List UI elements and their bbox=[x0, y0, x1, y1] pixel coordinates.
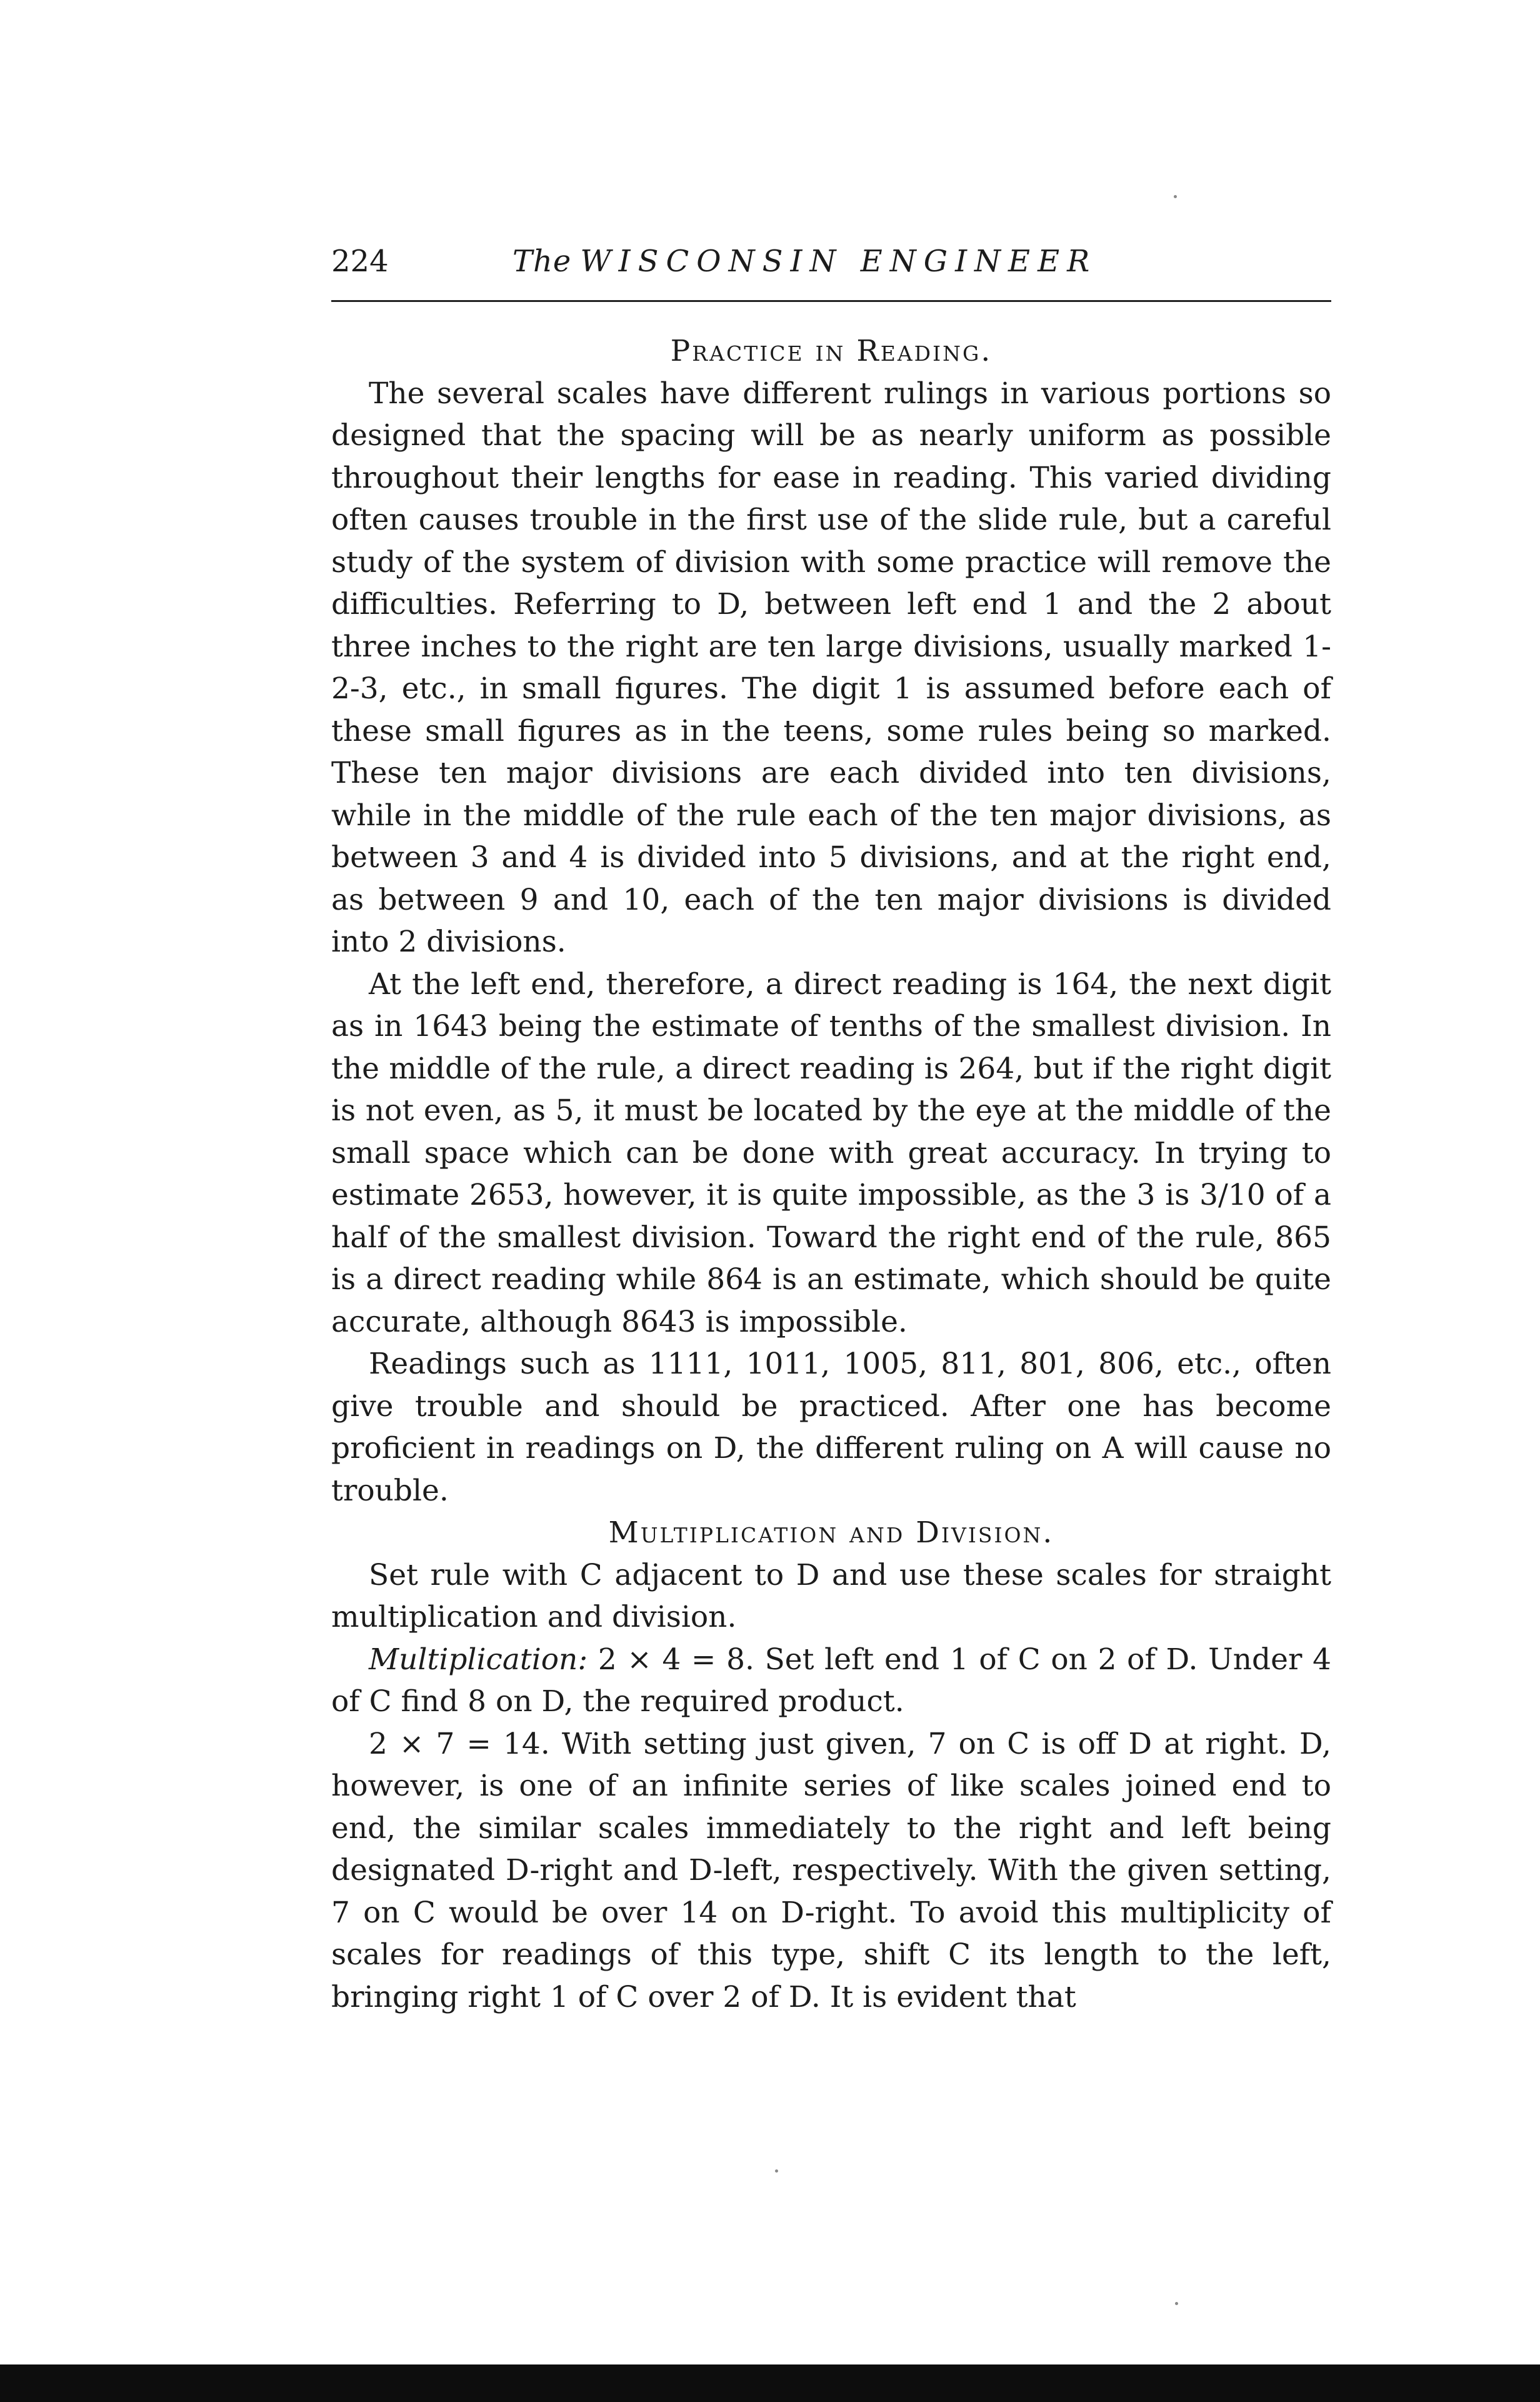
header-rule bbox=[331, 300, 1331, 302]
paragraph: At the left end, therefore, a direct reading is 164, the next digit as in 1643 being the estimate of tenths of the smallest division. In the middle of the rule, a direct reading is 264, but if the right digit is not even, as 5, it must be located by the eye at the middle of the small space which can be done with great accuracy. In trying to estimate 2653, however, it is quite impossible, as the 3 is 3/10 of a half of the smallest division. Toward the right end of the rule, 865 is a direct reading while 864 is an estimate, which should be quite accurate, although 8643 is impossible. bbox=[331, 967, 1331, 1339]
scan-speck bbox=[1174, 195, 1177, 198]
journal-title-the: The bbox=[512, 244, 572, 279]
scan-edge-bar bbox=[0, 2364, 1540, 2402]
paragraph: 2 × 7 = 14. With setting just given, 7 on C is off D at right. D, however, is one of an infinite series of like scales joined end to end, the similar scales immediately to the right and left being designated D-right and D-left, respectively. With the given setting, 7 on C would be over 14 on D-right. To avoid this multiplicity of scales for readings of this type, shift C its length to the left, bringing right 1 of C over 2 of D. It is evident that bbox=[331, 1726, 1331, 2014]
running-header bbox=[331, 238, 1331, 288]
journal-title bbox=[512, 244, 1097, 279]
paragraph-label: Multiplication: bbox=[369, 1642, 588, 1677]
scan-speck bbox=[1175, 2302, 1178, 2305]
article-body bbox=[331, 330, 1331, 2018]
paragraph-text: 2 × 4 = 8. Set left end 1 of C on 2 of D. Under 4 of C find 8 on D, the required product. bbox=[331, 1642, 1331, 1719]
journal-title-name: WISCONSIN ENGINEER bbox=[580, 244, 1098, 279]
paragraph: Readings such as 1111, 1011, 1005, 811, 801, 806, etc., often give trouble and should be practiced. After one has become proficient in readings on D, the different ruling on A will cause no trouble. bbox=[331, 1347, 1331, 1508]
paragraph: Set rule with C adjacent to D and use these scales for straight multiplication and division. bbox=[331, 1557, 1331, 1634]
section-heading-practice: Practice in Reading. bbox=[670, 334, 992, 368]
scan-speck bbox=[775, 2169, 778, 2173]
section-heading-multiplication: Multiplication and Division. bbox=[608, 1515, 1054, 1550]
paragraph: The several scales have different rulings in various portions so designed that the spacing will be as nearly uniform as possible throughout their lengths for ease in reading. This varied dividing often causes trouble in the first use of the slide rule, but a careful study of the system of division with some practice will remove the difficulties. Referring to D, between left end 1 and the 2 about three inches to the right are ten large divisions, usually marked 1-2-3, etc., in small figures. The digit 1 is assumed before each of these small figures as in the teens, some rules being so marked. These ten major divisions are each divided into ten divisions, while in the middle of the rule each of the ten major divisions, as between 3 and 4 is divided into 5 divisions, and at the right end, as between 9 and 10, each of the ten major divisions is divided into 2 divisions. bbox=[331, 376, 1331, 959]
paragraph bbox=[331, 1639, 1331, 1723]
page-number: 224 bbox=[331, 244, 389, 279]
